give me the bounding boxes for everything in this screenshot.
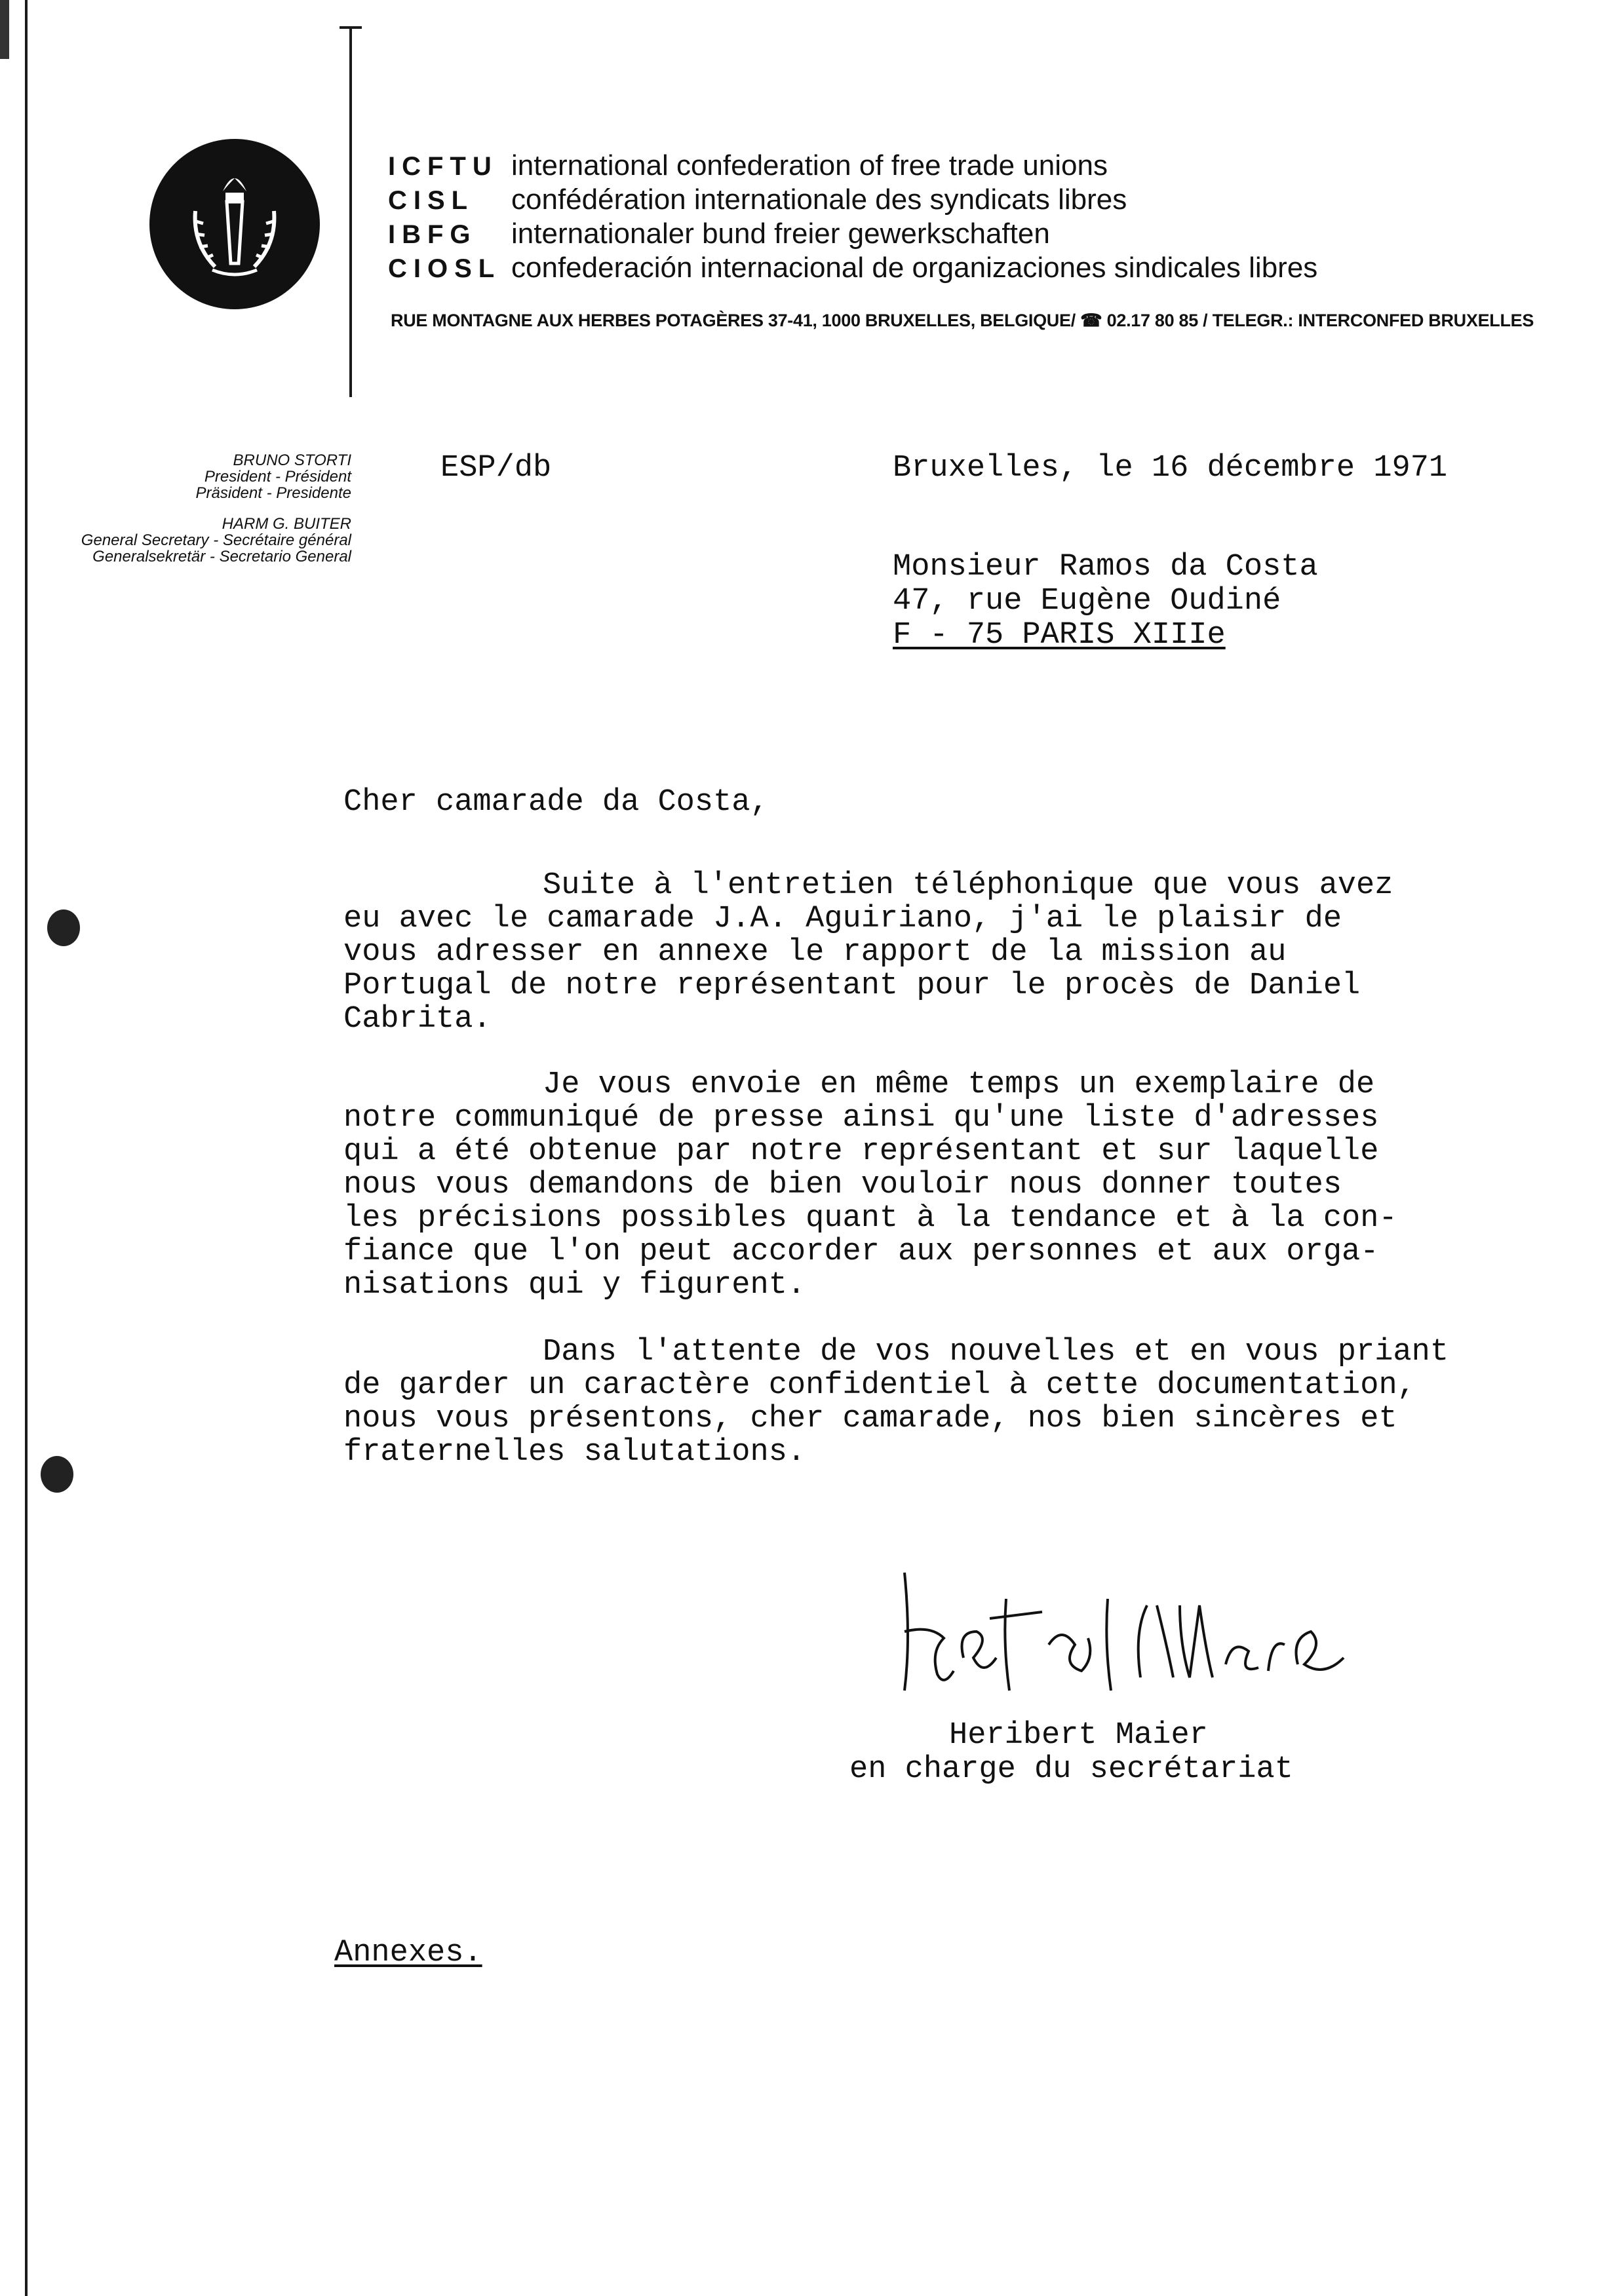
text-line: les précisions possibles quant à la tendance et à la con- bbox=[343, 1201, 1397, 1236]
margin-line bbox=[25, 0, 28, 2296]
text-line: fiance que l'on peut accorder aux personnes et aux orga- bbox=[343, 1234, 1379, 1269]
text-line: vous adresser en annexe le rapport de la mission au bbox=[343, 935, 1287, 970]
officers-block bbox=[13, 452, 351, 565]
punch-hole bbox=[41, 1456, 73, 1493]
org-abbr: CISL bbox=[388, 186, 475, 215]
text-line: nous vous demandons de bien vouloir nous donner toutes bbox=[343, 1168, 1342, 1202]
icftu-emblem-logo bbox=[149, 139, 320, 309]
secretary-title: General Secretary - Secrétaire général bbox=[81, 531, 351, 549]
text-line: notre communiqué de presse ainsi qu'une liste d'adresses bbox=[343, 1101, 1379, 1136]
secretary-name: HARM G. BUITER bbox=[222, 515, 351, 533]
text-line: Dans l'attente de vos nouvelles et en vous priant bbox=[543, 1335, 1449, 1369]
signature-icon bbox=[891, 1559, 1363, 1710]
org-row-cisl bbox=[388, 183, 1127, 219]
text-line: eu avec le camarade J.A. Aguiriano, j'ai le plaisir de bbox=[343, 902, 1342, 936]
signer-name: Heribert Maier bbox=[949, 1718, 1208, 1753]
org-abbr: CIOSL bbox=[388, 254, 501, 283]
reference-code: ESP/db bbox=[440, 451, 552, 486]
letterhead-rule bbox=[349, 26, 352, 397]
signer-title: en charge du secrétariat bbox=[849, 1752, 1293, 1787]
text-line: qui a été obtenue par notre représentant et sur laquelle bbox=[343, 1134, 1379, 1169]
handwritten-signature bbox=[891, 1559, 1363, 1710]
org-row-ciosl bbox=[388, 252, 1317, 287]
org-name: confédération internationale des syndicats libres bbox=[511, 183, 1127, 216]
text-line: nous vous présentons, cher camarade, nos bien sincères et bbox=[343, 1402, 1397, 1436]
letterhead-rule-tick bbox=[340, 26, 362, 29]
org-name: international confederation of free trade unions bbox=[511, 149, 1108, 182]
secretary-title-alt: Generalsekretär - Secretario General bbox=[92, 548, 351, 565]
text-line: Portugal de notre représentant pour le procès de Daniel bbox=[343, 968, 1361, 1003]
paragraph-1 bbox=[343, 869, 1510, 1036]
org-row-ibfg bbox=[388, 218, 1050, 253]
letter-date: Bruxelles, le 16 décembre 1971 bbox=[893, 451, 1448, 486]
salutation: Cher camarade da Costa, bbox=[343, 785, 769, 820]
recipient-line: 47, rue Eugène Oudiné bbox=[893, 584, 1281, 619]
officers-gap bbox=[13, 501, 351, 516]
recipient-address bbox=[893, 550, 1318, 653]
president-title-alt: Präsident - Presidente bbox=[195, 484, 351, 502]
text-line: fraternelles salutations. bbox=[343, 1435, 806, 1470]
president-title: President - Président bbox=[204, 468, 351, 486]
president-name: BRUNO STORTI bbox=[233, 451, 351, 469]
org-abbr: ICFTU bbox=[388, 152, 498, 181]
text-line: de garder un caractère confidentiel à cette documentation, bbox=[343, 1368, 1416, 1403]
enclosures-label: Annexes. bbox=[334, 1936, 482, 1970]
text-line: nisations qui y figurent. bbox=[343, 1268, 806, 1303]
text-line: Je vous envoie en même temps un exemplaire de bbox=[543, 1067, 1375, 1102]
org-row-icftu bbox=[388, 149, 1108, 185]
paragraph-3 bbox=[343, 1335, 1510, 1469]
scan-edge-mark bbox=[0, 0, 9, 59]
text-line: Cabrita. bbox=[343, 1002, 492, 1037]
org-name: confederación internacional de organizaciones sindicales libres bbox=[511, 252, 1318, 284]
recipient-line: Monsieur Ramos da Costa bbox=[893, 550, 1318, 584]
letterhead-address: RUE MONTAGNE AUX HERBES POTAGÈRES 37-41, 1000 BRUXELLES, BELGIQUE/ ☎ 02.17 80 85 / TELEGR.: INTERCONFED BRUXELLES bbox=[391, 311, 1534, 330]
paragraph-2 bbox=[343, 1068, 1510, 1302]
org-name: internationaler bund freier gewerkschaften bbox=[511, 218, 1050, 250]
org-abbr: IBFG bbox=[388, 220, 477, 249]
torch-wreath-icon bbox=[149, 139, 320, 309]
text-line: Suite à l'entretien téléphonique que vous avez bbox=[543, 868, 1393, 903]
recipient-line: F - 75 PARIS XIIIe bbox=[893, 618, 1226, 653]
punch-hole bbox=[47, 909, 80, 946]
